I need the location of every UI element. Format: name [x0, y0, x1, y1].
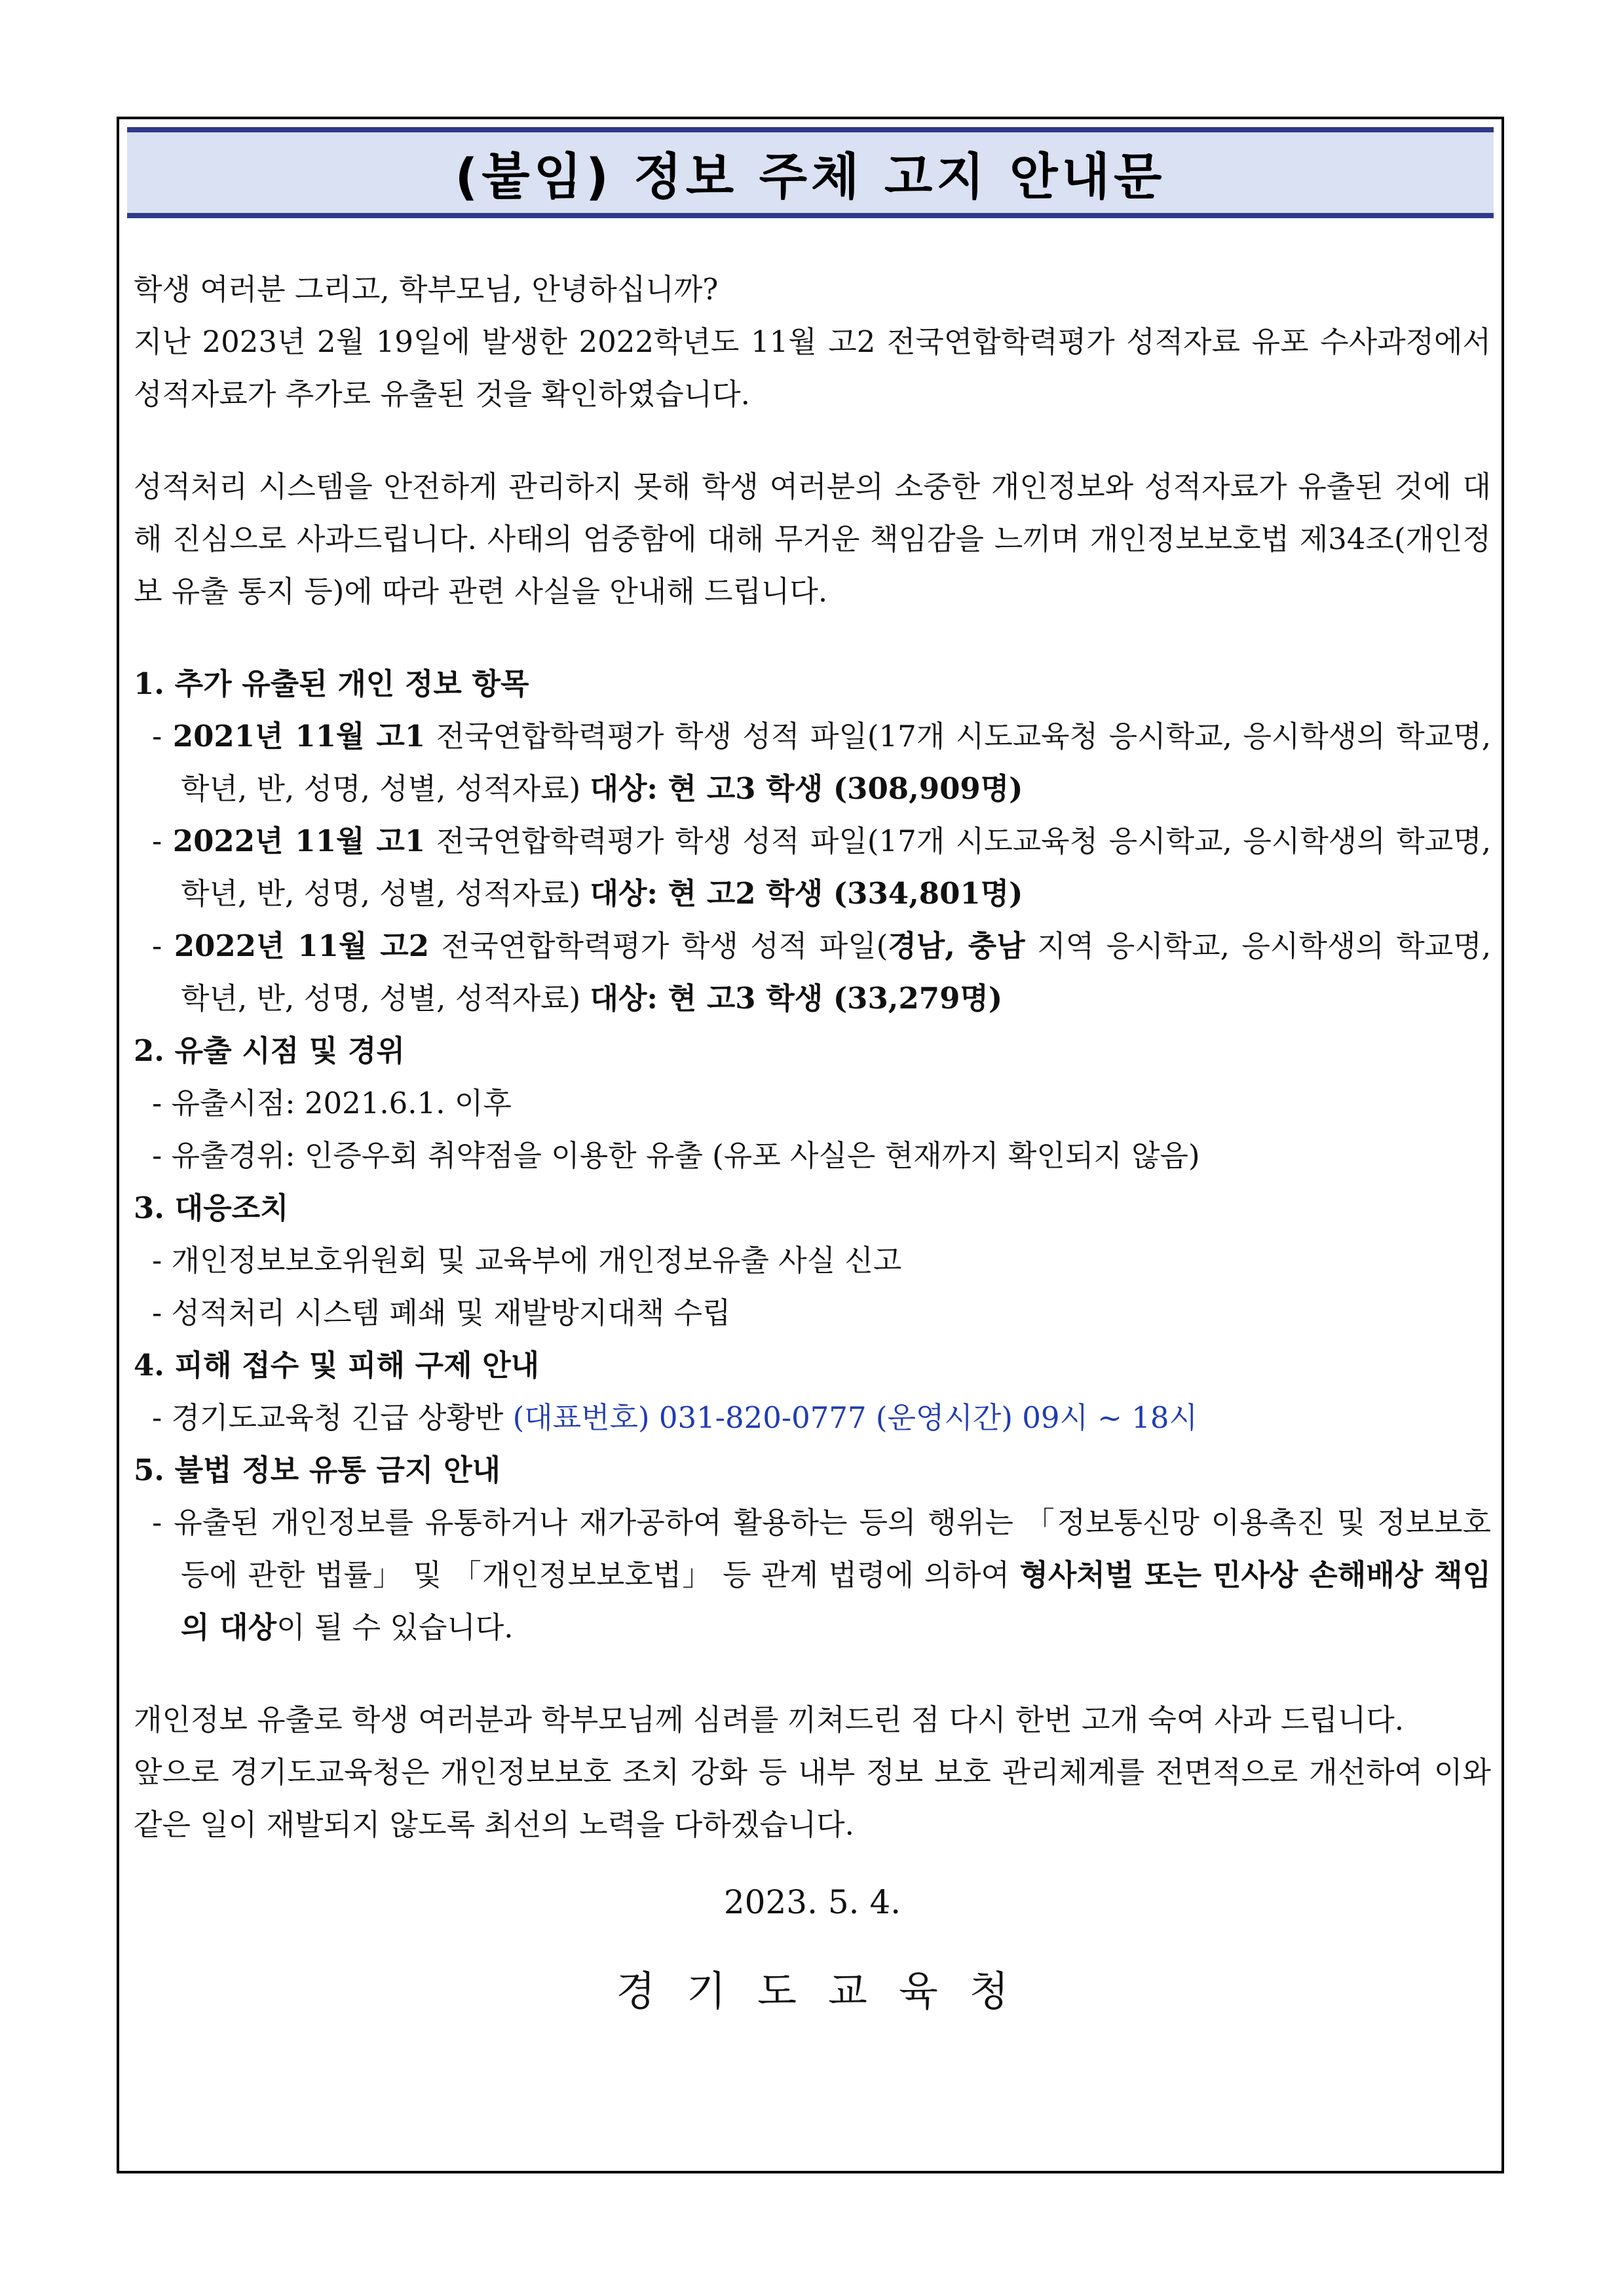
leak-time: - 유출시점: 2021.6.1. 이후: [152, 1086, 512, 1120]
notice-body: [134, 263, 1491, 2018]
notice-frame: [117, 117, 1504, 2173]
title-banner: [127, 127, 1494, 218]
contact-phone: (대표번호) 031-820-0777 (운영시간) 09시 ~ 18시: [512, 1400, 1198, 1435]
leak-route: - 유출경위: 인증우회 취약점을 이용한 유출 (유포 사실은 현재까지 확인되지 않음): [152, 1138, 1200, 1173]
closing-commitment: 앞으로 경기도교육청은 개인정보보호 조치 강화 등 내부 정보 보호 관리체계를 전면적으로 개선하여 이와 같은 일이 재발되지 않도록 최선의 노력을 다하겠습니다.: [134, 1755, 1491, 1842]
section-3-heading: 3. 대응조치: [134, 1191, 289, 1225]
contact-line: - 경기도교육청 긴급 상황반 (대표번호) 031-820-0777 (운영시간) 09시 ~ 18시: [152, 1400, 1198, 1435]
closing-apology: 개인정보 유출로 학생 여러분과 학부모님께 심려를 끼쳐드린 점 다시 한번 고개 숙여 사과 드립니다.: [134, 1702, 1405, 1737]
greeting: 학생 여러분 그리고, 학부모님, 안녕하십니까?: [134, 272, 719, 307]
section-1-heading: 1. 추가 유출된 개인 정보 항목: [134, 666, 529, 701]
response-item-1: - 개인정보보호위원회 및 교육부에 개인정보유출 사실 신고: [152, 1243, 902, 1278]
intro-paragraph: 지난 2023년 2월 19일에 발생한 2022학년도 11월 고2 전국연합학력평가 성적자료 유포 수사과정에서 성적자료가 추가로 유출된 것을 확인하였습니다.: [134, 324, 1491, 411]
issue-date: 2023. 5. 4.: [723, 1883, 901, 1921]
section-4-heading: 4. 피해 접수 및 피해 구제 안내: [134, 1348, 540, 1383]
organization-name: 경기도교육청: [616, 1967, 1040, 2015]
leaked-item-2: - 2022년 11월 고1 전국연합학력평가 학생 성적 파일(17개 시도교육청 응시학교, 응시학생의 학교명, 학년, 반, 성명, 성별, 성적자료) 대상: 현 고2 학생 (334,801명): [152, 824, 1492, 911]
document-title: (붙임) 정보 주체 고지 안내문: [455, 147, 1166, 206]
illegal-distribution-notice: - 유출된 개인정보를 유통하거나 재가공하여 활용하는 등의 행위는 「정보통신망 이용촉진 및 정보보호 등에 관한 법률」 및 「개인정보보호법」 등 관계 법령에 의하여 형사처벌 또는 민사상 손해배상 책임의 대상이 될 수 있습니다.: [152, 1505, 1491, 1645]
apology-paragraph: 성적처리 시스템을 안전하게 관리하지 못해 학생 여러분의 소중한 개인정보와 성적자료가 유출된 것에 대해 진심으로 사과드립니다. 사태의 엄중함에 대해 무거운 책임감을 느끼며 개인정보보호법 제34조(개인정보 유출 통지 등)에 따라 관련 사실을 안내해 드립니다.: [134, 469, 1491, 609]
section-5-heading: 5. 불법 정보 유통 금지 안내: [134, 1453, 501, 1487]
section-2-heading: 2. 유출 시점 및 경위: [134, 1033, 405, 1068]
leaked-item-1: - 2021년 11월 고1 전국연합학력평가 학생 성적 파일(17개 시도교육청 응시학교, 응시학생의 학교명, 학년, 반, 성명, 성별, 성적자료) 대상: 현 고3 학생 (308,909명): [152, 719, 1492, 806]
leaked-item-3: - 2022년 11월 고2 전국연합학력평가 학생 성적 파일(경남, 충남 지역 응시학교, 응시학생의 학교명, 학년, 반, 성명, 성별, 성적자료) 대상: 현 고3 학생 (33,279명): [152, 928, 1492, 1016]
response-item-2: - 성적처리 시스템 폐쇄 및 재발방지대책 수립: [152, 1295, 731, 1330]
